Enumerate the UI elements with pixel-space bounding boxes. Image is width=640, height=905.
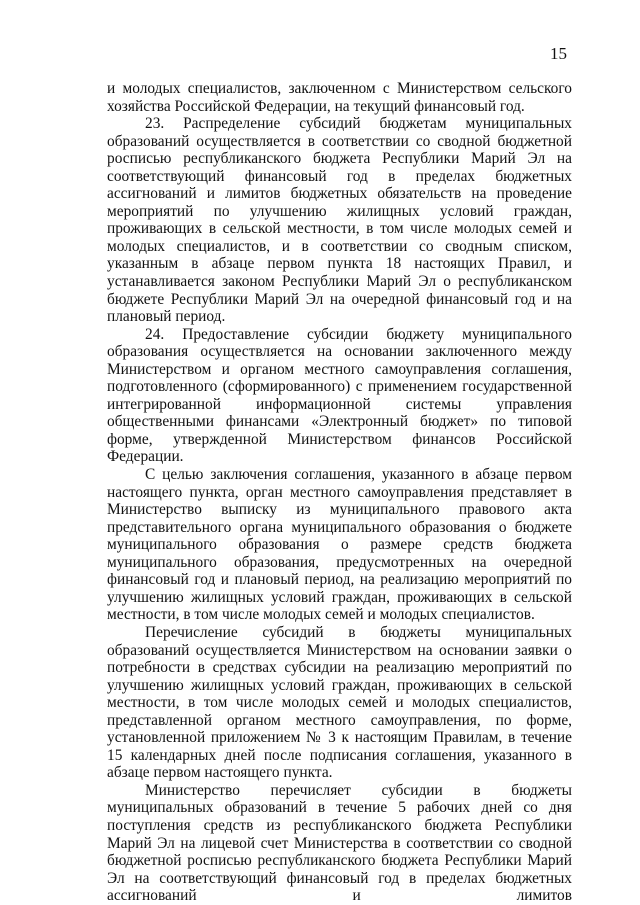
paragraph-subsidy-transfer: Перечисление субсидий в бюджеты муниципальных образований осуществляется Министерством на основании заявки о потребности в средствах субсидии на реализацию мероприятий по улучшению жилищных условий граждан, проживающих в сельской местности, в том числе молодых семей и молодых специалистов, представленной органом местного самоуправления, по форме, установленной приложением № 3 к настоящим Правилам, в течение 15 календарных дней после подписания соглашения, указанного в абзаце первом настоящего пункта. [107,623,572,782]
paragraph-continuation: и молодых специалистов, заключенном с Министерством сельского хозяйства Российской Федерации, на текущий финансовый год. [107,80,572,115]
page-number: 15 [550,44,567,63]
paragraph-agreement-conclusion: С целью заключения соглашения, указанного в абзаце первом настоящего пункта, орган местного самоуправления представляет в Министерство выписку из муниципального правового акта представительного органа муниципального образования о бюджете муниципального образования о размере средств бюджета муниципального образования, предусмотренных на очередной финансовый год и плановый период, на реализацию мероприятий по улучшению жилищных условий граждан, проживающих в сельской местности, в том числе молодых семей и молодых специалистов. [107,466,572,624]
paragraph-item-23: 23. Распределение субсидий бюджетам муниципальных образований осуществляется в соответствии со сводной бюджетной росписью республиканского бюджета Республики Марий Эл на соответствующий финансовый год в пределах бюджетных ассигнований и лимитов бюджетных обязательств на проведение мероприятий по улучшению жилищных условий граждан, проживающих в сельской местности, в том числе молодых семей и молодых специалистов, и в соответствии со сводным списком, указанным в абзаце первом пункта 18 настоящих Правил, и устанавливается законом Республики Марий Эл о республиканском бюджете Республики Марий Эл на очередной финансовый год и на плановый период. [107,115,572,326]
paragraph-item-24: 24. Предоставление субсидии бюджету муниципального образования осуществляется на основании заключенного между Министерством и органом местного самоуправления соглашения, подготовленного (сформированного) с применением государственной интегрированной информационной системы управления общественными финансами «Электронный бюджет» по типовой форме, утвержденной Министерством финансов Российской Федерации. [107,325,572,466]
paragraph-ministry-transfer: Министерство перечисляет субсидии в бюджеты муниципальных образований в течение 5 рабочих дней со дня поступления средств из республиканского бюджета Республики Марий Эл на лицевой счет Министерства в соответствии со сводной бюджетной росписью республиканского бюджета Республики Марий Эл на соответствующий финансовый год в пределах бюджетных ассигнований и лимитов [107,781,572,905]
document-body [107,80,572,905]
